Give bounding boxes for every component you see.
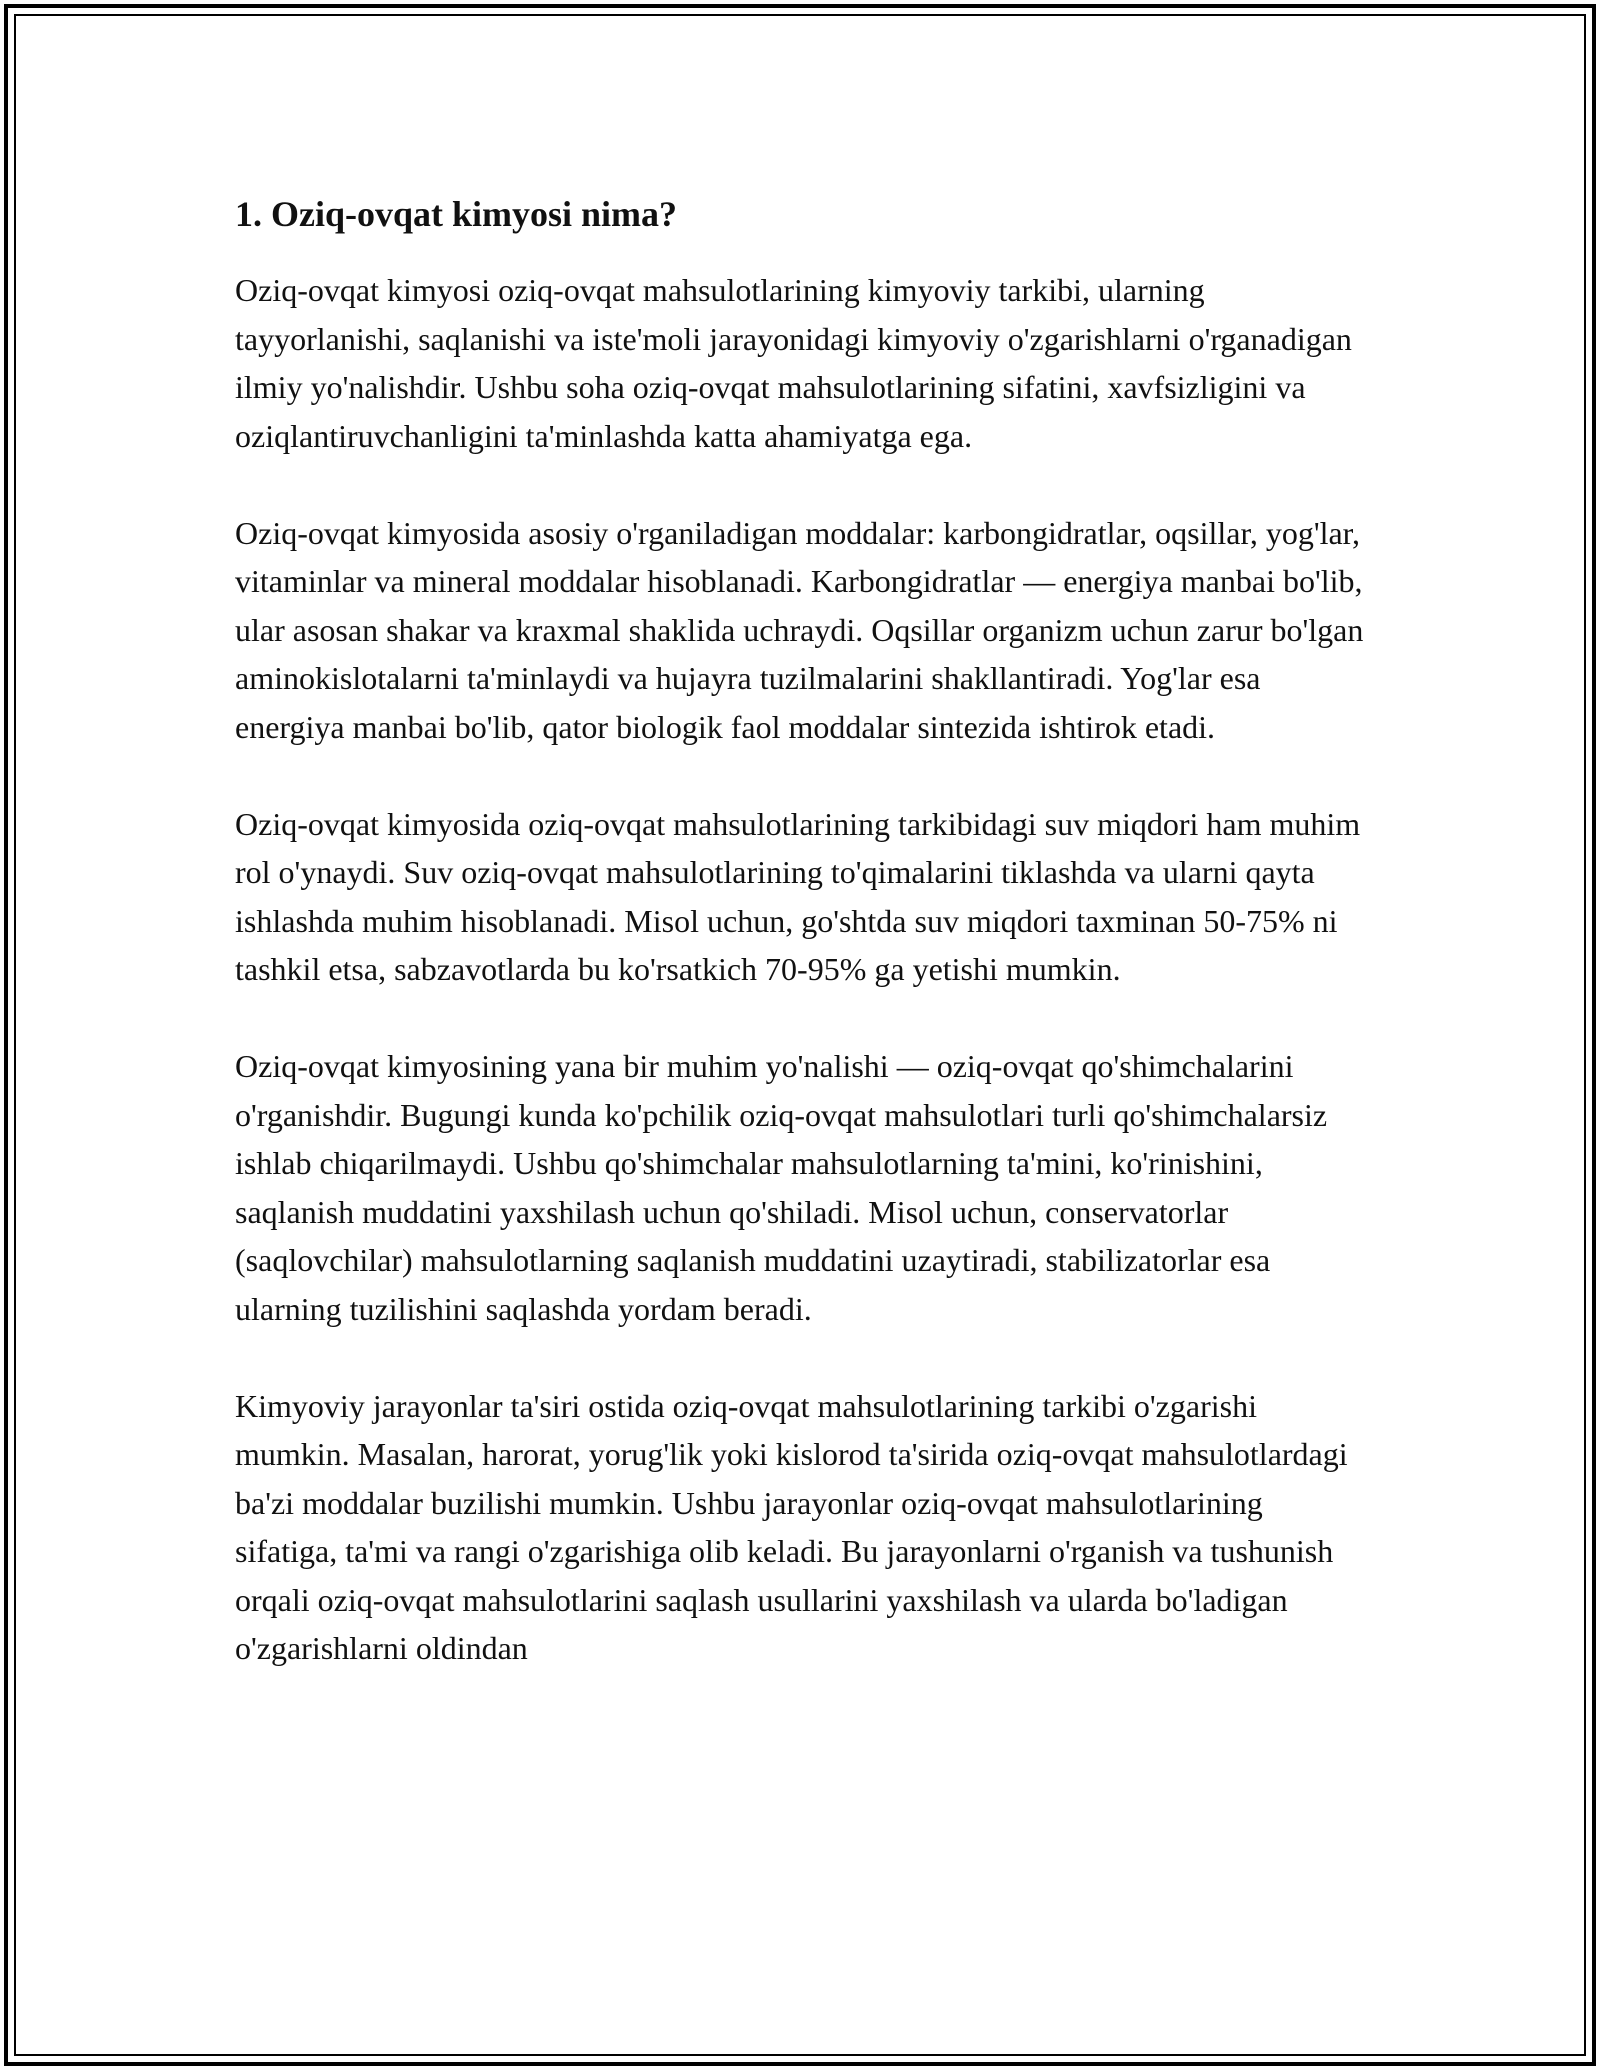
paragraph-3: Oziq-ovqat kimyosida oziq-ovqat mahsulotlarining tarkibidagi suv miqdori ham muhim rol o'ynaydi. Suv oziq-ovqat mahsulotlarining to'qimalarini tiklashda va ularni qayta ishlashda muhim hisoblanadi. Misol uchun, go'shtda suv miqdori taxminan 50-75% ni tashkil etsa, sabzavotlarda bu ko'rsatkich 70-95% ga yetishi mumkin. bbox=[235, 805, 1361, 987]
paragraph-2: Oziq-ovqat kimyosida asosiy o'rganiladigan moddalar: karbongidratlar, oqsillar, yog'lar, vitaminlar va mineral moddalar hisoblanadi. Karbongidratlar — energiya manbai bo'lib, ular asosan shakar va kraxmal shaklida uchraydi. Oqsillar organizm uchun zarur bo'lgan aminokislotalarni ta'minlaydi va hujayra tuzilmalarini shakllantiradi. Yog'lar esa energiya manbai bo'lib, qator biologik faol moddalar sintezida ishtirok etadi. bbox=[235, 514, 1364, 745]
document-body bbox=[235, 188, 1365, 1721]
paragraph-5: Kimyoviy jarayonlar ta'siri ostida oziq-ovqat mahsulotlarining tarkibi o'zgarishi mumkin. Masalan, harorat, yorug'lik yoki kislorod ta'sirida oziq-ovqat mahsulotlardagi ba'zi moddalar buzilishi mumkin. Ushbu jarayonlar oziq-ovqat mahsulotlarining sifatiga, ta'mi va rangi o'zgarishiga olib keladi. Bu jarayonlarni o'rganish va tushunish orqali oziq-ovqat mahsulotlarini saqlash usullarini yaxshilash va ularda bo'ladigan o'zgarishlarni oldindan bbox=[235, 1387, 1348, 1666]
paragraph-1: Oziq-ovqat kimyosi oziq-ovqat mahsulotlarining kimyoviy tarkibi, ularning tayyorlanishi, saqlanishi va iste'moli jarayonidagi kimyoviy o'zgarishlarni o'rganadigan ilmiy yo'nalishdir. Ushbu soha oziq-ovqat mahsulotlarining sifatini, xavfsizligini va oziqlantiruvchanligini ta'minlashda katta ahamiyatga ega. bbox=[235, 272, 1352, 454]
section-heading: 1. Oziq-ovqat kimyosi nima? bbox=[235, 194, 678, 234]
paragraph-4: Oziq-ovqat kimyosining yana bir muhim yo'nalishi — oziq-ovqat qo'shimchalarini o'rganishdir. Bugungi kunda ko'pchilik oziq-ovqat mahsulotlari turli qo'shimchalarsiz ishlab chiqarilmaydi. Ushbu qo'shimchalar mahsulotlarning ta'mini, ko'rinishini, saqlanish muddatini yaxshilash uchun qo'shiladi. Misol uchun, conservatorlar (saqlovchilar) mahsulotlarning saqlanish muddatini uzaytiradi, stabilizatorlar esa ularning tuzilishini saqlashda yordam beradi. bbox=[235, 1048, 1328, 1327]
